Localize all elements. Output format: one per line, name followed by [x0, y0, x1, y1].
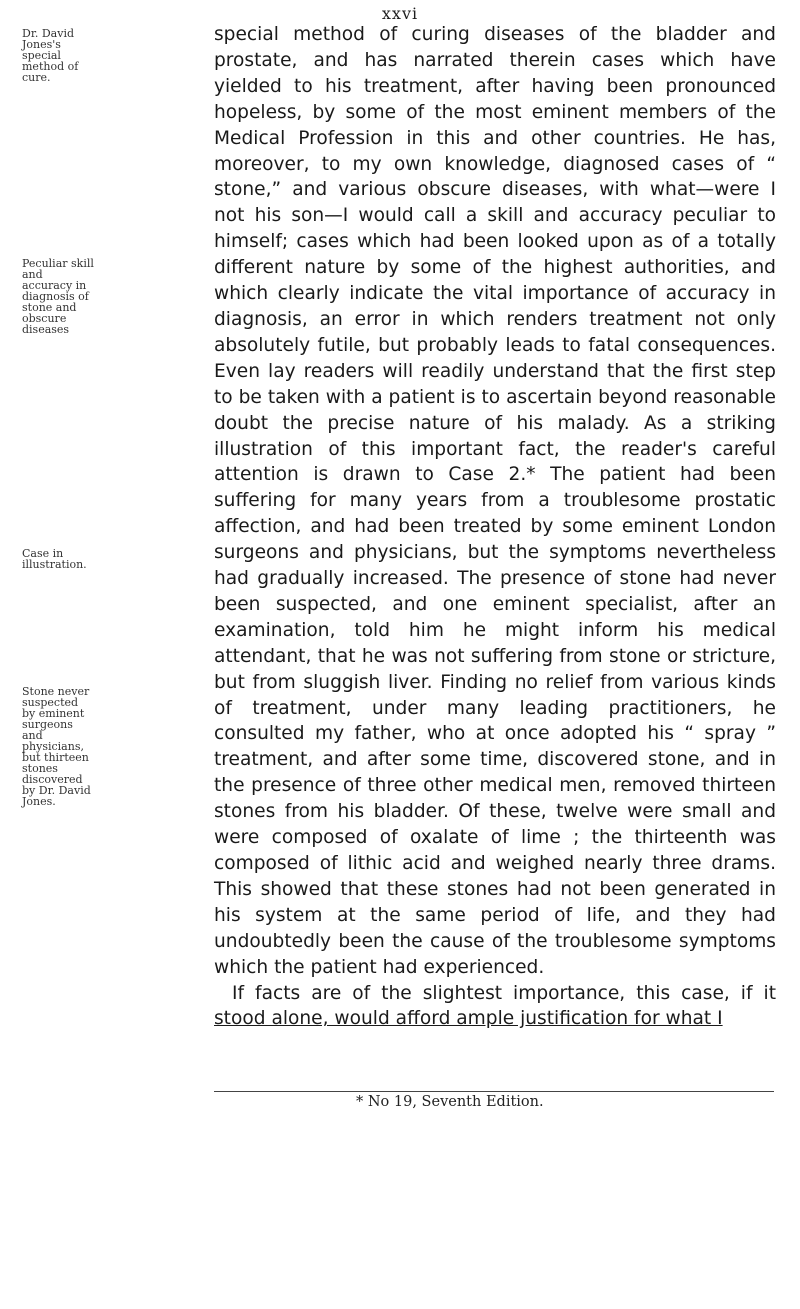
footnote: * No 19, Seventh Edition. — [356, 1094, 544, 1110]
footnote-rule — [214, 1091, 774, 1092]
margin-note-special-method: Dr. David Jones's special method of cure. — [22, 27, 79, 84]
paragraph — [214, 981, 776, 1033]
page-number: xxvi — [381, 4, 419, 23]
margin-note-peculiar-skill: Peculiar skill and accuracy in diagnosis of stone and obscure diseases — [22, 257, 94, 336]
paragraph-line: If facts are of the slightest importance, this case, if it — [232, 982, 776, 1004]
paragraph-line: stood alone, would afford ample justification for what I — [214, 1008, 723, 1030]
margin-note-stone-never-suspected: Stone never suspected by eminent surgeons and physicians, but thirteen stones discovered by Dr. David Jones. — [22, 685, 91, 808]
paragraph: special method of curing diseases of the bladder and prostate, and has narrated therein cases which have yielded to his treatment, after having been pronounced hopeless, by some of the most eminent members of the Medical Profession in this and other countries. He has, moreover, to my own knowledge, diagnosed cases of “ stone,” and various obscure diseases, with what—were I not his son—I would call a skill and accuracy peculiar to himself; cases which had been looked upon as of a totally different nature by some of the highest authorities, and which clearly indicate the vital importance of accuracy in diagnosis, an error in which renders treatment not only absolutely futile, but probably leads to fatal consequences. Even lay readers will readily understand that the first step to be taken with a patient is to ascertain beyond reasonable doubt the precise nature of his malady. As a striking illustration of this important fact, the reader's careful attention is drawn to Case 2.* The patient had been suffering for many years from a troublesome prostatic affection, and had been treated by some eminent London surgeons and physicians, but the symptoms nevertheless had gradually increased. The presence of stone had never been suspected, and one eminent specialist, after an examination, told him he might inform his medical attendant, that he was not suffering from stone or stricture, but from sluggish liver. Finding no relief from various kinds of treatment, under many leading practitioners, he consulted my father, who at once adopted his “ spray ” treatment, and after some time, discovered stone, and in the presence of three other medical men, removed thirteen stones from his bladder. Of these, twelve were small and were composed of oxalate of lime ; the thirteenth was composed of lithic acid and weighed nearly three drams. This showed that these stones had not been generated in his system at the same period of life, and they had undoubtedly been the cause of the troublesome symptoms which the patient had experienced. — [214, 24, 776, 978]
margin-note-case-illustration: Case in illustration. — [22, 547, 87, 571]
body-text — [214, 22, 776, 1032]
